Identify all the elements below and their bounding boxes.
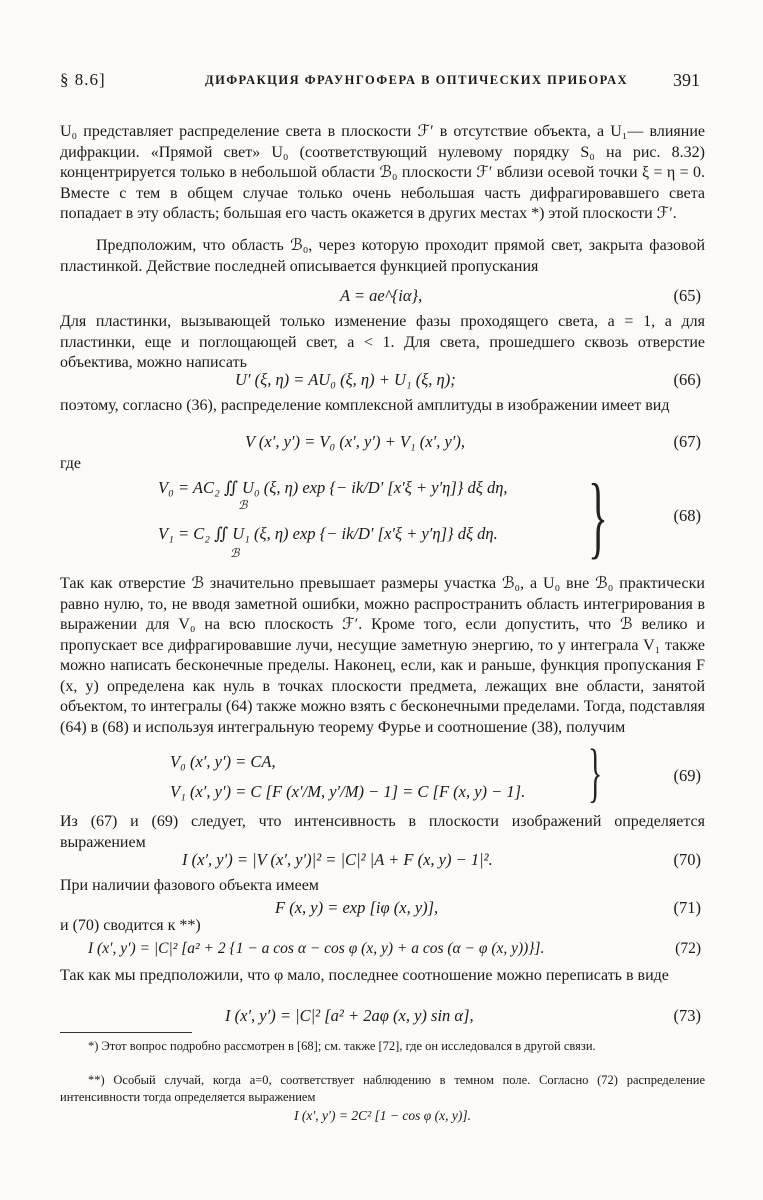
- paragraph-8: и (70) сводится к **): [60, 917, 201, 934]
- equation-67-number: (67): [673, 432, 701, 451]
- equation-73-number: (73): [673, 1006, 701, 1025]
- paragraph-7: При наличии фазового объекта имеем: [60, 877, 319, 894]
- paragraph-3: Для пластинки, вызывающей только изменение фазы проходящего света, a = 1, а для пластинки, еще и поглощающей свет, a < 1. Для света, прошедшего сквозь отверстие объектива, можно написать: [60, 313, 705, 371]
- equation-65: [60, 286, 705, 312]
- equation-68-domain-1-label: ℬ: [238, 498, 248, 512]
- equation-67-body: V (x′, y′) = V₀ (x′, y′) + V₁ (x′, y′),: [245, 432, 465, 451]
- footnote-separator: [60, 1032, 192, 1033]
- equation-68-number: (68): [673, 506, 701, 525]
- footnote-2: [60, 1072, 705, 1105]
- where-word: где: [60, 455, 82, 472]
- paragraph-1: U₀ представляет распределение света в плоскости ℱ′ в отсутствие объекта, а U₁— влияние дифракции. «Прямой свет» U₀ (соответствующий нулевому порядку S₀ на рис. 8.32) концентрируется только в небольшой области ℬ₀ плоскости ℱ′ вблизи осевой точки ξ = η = 0. Вместе с тем в общем случае только очень небольшая часть дифрагировавшего света попадает в эту область; большая его часть окажется в других местах *) этой плоскости ℱ′.: [60, 123, 705, 222]
- paragraph-2-text: Предположим, что область ℬ₀, через которую проходит прямой свет, закрыта фазовой пластинкой. Действие последней описывается функцией пропускания: [60, 237, 705, 275]
- paragraph-6: Из (67) и (69) следует, что интенсивность в плоскости изображений определяется выражением: [60, 813, 705, 851]
- section-number: § 8.6]: [60, 70, 106, 89]
- equation-68-brace: }: [588, 465, 608, 567]
- equation-68-number-row: [60, 506, 705, 532]
- equation-66-body: U′ (ξ, η) = AU₀ (ξ, η) + U₁ (ξ, η);: [235, 370, 456, 389]
- footnote-1-text: *) Этот вопрос подробно рассмотрен в [68]; см. также [72], где он исследовался в другой связи.: [88, 1039, 596, 1053]
- equation-68-line-2-body: V₁ = C₂ ∬ U₁ (ξ, η) exp {− ik/D′ [x′ξ + y′η]} dξ dη.: [158, 524, 498, 543]
- equation-66: [60, 370, 705, 396]
- paragraph-4: поэтому, согласно (36), распределение комплексной амплитуды в изображении имеет вид: [60, 397, 670, 414]
- equation-68-line-1-body: V₀ = AC₂ ∬ U₀ (ξ, η) exp {− ik/D′ [x′ξ + y′η]} dξ dη,: [158, 478, 508, 497]
- equation-71-number: (71): [673, 898, 701, 917]
- book-page: [60, 0, 705, 1200]
- equation-69-number-row: [60, 766, 705, 792]
- paragraph-9: Так как мы предположили, что φ мало, последнее соотношение можно переписать в виде: [60, 967, 669, 984]
- page-number: 391: [673, 70, 700, 90]
- equation-68-domain-2: [60, 546, 705, 572]
- equation-72-number: (72): [675, 940, 701, 957]
- footnote-2-text: **) Особый случай, когда a=0, соответствует наблюдению в темном поле. Согласно (72) распределение интенсивности тогда определяется выражением: [60, 1073, 705, 1104]
- equation-69-line-1-body: V₀ (x′, y′) = CA,: [170, 752, 276, 771]
- equation-70-number: (70): [673, 850, 701, 869]
- equation-73-body: I (x′, y′) = |C|² [a² + 2aφ (x, y) sin α],: [225, 1006, 474, 1025]
- equation-71-body: F (x, y) = exp [iφ (x, y)],: [275, 898, 439, 917]
- equation-72-body: I (x′, y′) = |C|² [a² + 2 {1 − a cos α − cos φ (x, y) + a cos (α − φ (x, y))}].: [88, 940, 545, 957]
- equation-65-number: (65): [673, 286, 701, 305]
- equation-69-line-2-body: V₁ (x′, y′) = C [F (x′/M, y′/M) − 1] = C [F (x, y) − 1].: [170, 782, 526, 801]
- equation-66-number: (66): [673, 370, 701, 389]
- equation-69-brace: }: [588, 736, 603, 809]
- running-title: ДИФРАКЦИЯ ФРАУНГОФЕРА В ОПТИЧЕСКИХ ПРИБОРАХ: [205, 73, 629, 87]
- equation-70-body: I (x′, y′) = |V (x′, y′)|² = |C|² |A + F (x, y) − 1|².: [182, 850, 493, 869]
- equation-70: [60, 850, 705, 876]
- equation-65-body: A = ae^{iα},: [340, 286, 423, 305]
- equation-68-domain-2-label: ℬ: [230, 546, 240, 560]
- paragraph-2: [60, 236, 705, 277]
- equation-72: [60, 940, 705, 966]
- footnote-equation: I (x′, y′) = 2C² [1 − cos φ (x, y)].: [294, 1108, 471, 1123]
- paragraph-5: Так как отверстие ℬ значительно превышает размеры участка ℬ₀, а U₀ вне ℬ₀ практически равно нулю, то, не вводя заметной ошибки, можно распространить область интегрирования в выражении для V₀ на всю плоскость ℱ′. Кроме того, если допустить, что ℬ велико и пропускает все дифрагировавшие лучи, несущие заметную энергию, то у интеграла V₁ также можно написать бесконечные пределы. Наконец, если, как и раньше, функция пропускания F (x, y) определена как нуль в точках плоскости предмета, лежащих вне области, занятой объектом, то интегралы (64) также можно взять с бесконечными пределами. Тогда, подставляя (64) в (68) и используя интегральную теорему Фурье и соотношение (38), получим: [60, 575, 705, 736]
- page-header: [60, 70, 705, 96]
- footnote-1: [60, 1038, 705, 1055]
- equation-73: [60, 1006, 705, 1032]
- equation-69-number: (69): [673, 766, 701, 785]
